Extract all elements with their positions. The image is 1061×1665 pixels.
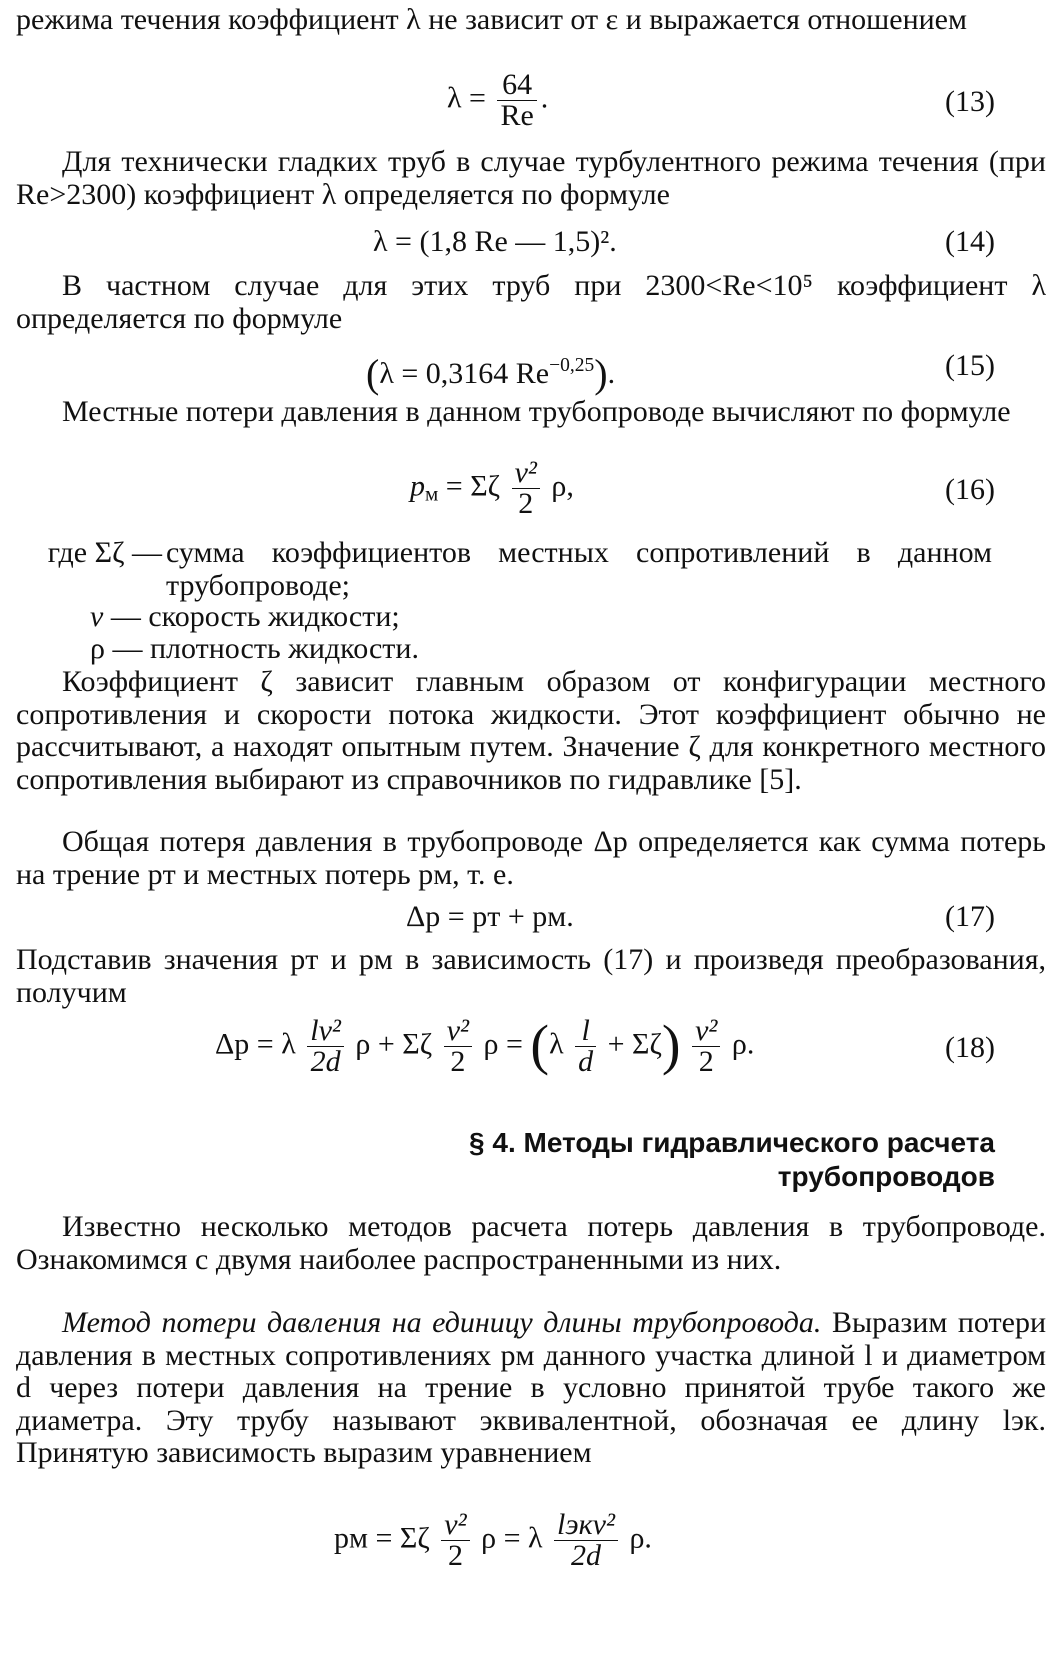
paragraph-coefficient bbox=[16, 666, 1046, 796]
equation-18 bbox=[215, 1016, 754, 1077]
definition-text-2: плотность жидкости. bbox=[149, 632, 419, 665]
eq18-f2-denominator: 2 bbox=[450, 1045, 466, 1078]
equation-number-15: (15) bbox=[945, 349, 995, 382]
eq13-numerator: 64 bbox=[497, 70, 536, 101]
eq18-tail: ρ. bbox=[731, 1027, 755, 1061]
eq-last-f2-numerator: lэкv² bbox=[554, 1510, 618, 1541]
section-heading-line-2: трубопроводов bbox=[777, 1161, 995, 1192]
paragraph-method-1 bbox=[16, 1307, 1046, 1470]
eq18-fraction-3 bbox=[575, 1016, 596, 1077]
paragraph-partial-text: В частном случае для этих труб при 2300<Re<10⁵ коэффициент λ определяется по формуле bbox=[16, 269, 1046, 335]
paragraph-intro: режима течения коэффициент λ не зависит от ε и выражается отношением bbox=[16, 3, 967, 36]
eq18-fraction-4 bbox=[692, 1016, 720, 1077]
definition-density: ρ — плотность жидкости. bbox=[90, 632, 419, 665]
definition-sym-0: где Σζ bbox=[47, 536, 125, 569]
eq-last-f1-denominator: 2 bbox=[447, 1539, 463, 1572]
eq15-body: λ = 0,3164 Re bbox=[379, 357, 550, 390]
eq18-paren-close: ) bbox=[661, 1014, 681, 1077]
equation-15 bbox=[366, 350, 616, 396]
definition-sym-2: ρ bbox=[90, 632, 105, 665]
eq16-denominator: 2 bbox=[518, 487, 534, 520]
eq16-lhs-sub: м bbox=[425, 481, 439, 506]
equation-number-14: (14) bbox=[945, 225, 995, 258]
eq-last-tail: ρ. bbox=[629, 1521, 652, 1555]
paragraph-coefficient-text: Коэффициент ζ зависит главным образом от конфигурации местного сопротивления и скорости потока жидкости. Этот коэффициент обычно не рассчитывают, а находят опытным путем. Значение ζ для конкретного местного сопротивления выбирают из справочников по гидравлике [5]. bbox=[16, 665, 1046, 796]
equation-13 bbox=[447, 70, 548, 131]
definition-text-sum-zeta: сумма коэффициентов местных сопротивлений в данном трубопроводе; bbox=[166, 536, 992, 602]
equation-number-16: (16) bbox=[945, 473, 995, 506]
eq17-body: Δp = pт + pм bbox=[406, 900, 567, 933]
eq16-lhs-var: p bbox=[410, 469, 425, 503]
paragraph-local-losses bbox=[16, 396, 1046, 429]
eq17-tail: . bbox=[566, 900, 574, 933]
eq13-tail: . bbox=[540, 81, 549, 115]
eq-last-f1-numerator: v² bbox=[441, 1510, 469, 1541]
eq-last-fraction-2 bbox=[554, 1510, 618, 1571]
paren-close: ) bbox=[594, 351, 608, 396]
definition-velocity: v — скорость жидкости; bbox=[90, 600, 400, 633]
eq-last-lhs: pм = Σζ bbox=[334, 1521, 430, 1555]
equation-equivalent-length bbox=[334, 1510, 652, 1571]
paragraph-total-text: Общая потеря давления в трубопроводе Δp определяется как сумма потерь на трение pт и местных потерь pм, т. е. bbox=[16, 825, 1046, 891]
paragraph-total-loss bbox=[16, 826, 1046, 891]
definition-text-1: скорость жидкости; bbox=[148, 600, 400, 633]
equation-16 bbox=[410, 458, 574, 519]
eq15-tail: . bbox=[607, 357, 616, 390]
eq13-denominator: Re bbox=[500, 99, 534, 132]
eq18-f3-denominator: d bbox=[578, 1045, 594, 1078]
definition-sym-1: v bbox=[90, 600, 104, 633]
eq14-tail: . bbox=[609, 225, 617, 258]
eq18-f4-numerator: v² bbox=[692, 1016, 720, 1047]
eq18-mid2: ρ = bbox=[483, 1027, 523, 1061]
eq18-f1-numerator: lv² bbox=[307, 1016, 344, 1047]
paragraph-smooth-text: Для технически гладких труб в случае турбулентного режима течения (при Re>2300) коэффициент λ определяется по формуле bbox=[16, 145, 1046, 211]
paragraph-smooth-pipes bbox=[16, 146, 1046, 211]
eq-last-fraction-1 bbox=[441, 1510, 469, 1571]
eq14-body: λ = (1,8 Re — 1,5)² bbox=[373, 225, 610, 258]
paragraph-methods bbox=[16, 1211, 1046, 1276]
paren-open: ( bbox=[366, 351, 380, 396]
equation-number-18: (18) bbox=[945, 1031, 995, 1064]
paragraph-methods-text: Известно несколько методов расчета потерь давления в трубопроводе. Ознакомимся с двумя наиболее распространенными из них. bbox=[16, 1210, 1046, 1276]
eq18-fraction-1 bbox=[307, 1016, 344, 1077]
equation-14 bbox=[373, 226, 617, 259]
eq18-inner-b: + Σζ bbox=[607, 1027, 662, 1061]
eq18-mid1: ρ + Σζ bbox=[355, 1027, 433, 1061]
method-1-title: Метод потери давления на единицу длины трубопровода. bbox=[62, 1306, 822, 1339]
section-heading-line-1: § 4. Методы гидравлического расчета bbox=[469, 1127, 995, 1158]
paragraph-local-text: Местные потери давления в данном трубопроводе вычисляют по формуле bbox=[62, 395, 1011, 428]
equation-17 bbox=[406, 901, 574, 934]
eq13-fraction bbox=[497, 70, 536, 131]
eq15-exponent: −0,25 bbox=[549, 355, 595, 376]
equation-number-17: (17) bbox=[945, 900, 995, 933]
paragraph-substitution: Подставив значения pт и pм в зависимость (17) и произведя преобразования, получим bbox=[16, 943, 1046, 1009]
eq16-tail: ρ, bbox=[551, 469, 574, 503]
eq18-f3-numerator: l bbox=[575, 1016, 596, 1047]
eq18-f1-denominator: 2d bbox=[310, 1045, 341, 1078]
eq13-lhs: λ = bbox=[447, 81, 486, 115]
eq18-f2-numerator: v² bbox=[444, 1016, 472, 1047]
eq18-f4-denominator: 2 bbox=[698, 1045, 714, 1078]
method-1-body: Выразим потери давления в местных сопротивлениях pм данного участка длиной l и диаметром d через потери давления на трение в условно принятой трубе такого же диаметра. Эту трубу называют эквивалентной, обозначая ее длину lэк. Принятую зависимость выразим уравнением bbox=[16, 1306, 1047, 1469]
eq16-mid: = Σζ bbox=[445, 469, 501, 503]
eq16-fraction bbox=[512, 458, 540, 519]
equation-number-13: (13) bbox=[945, 85, 995, 118]
eq16-numerator: v² bbox=[512, 458, 540, 489]
section-heading bbox=[469, 1126, 995, 1194]
definition-symbol-sum-zeta: где Σζ — bbox=[47, 536, 162, 569]
eq-last-mid: ρ = λ bbox=[481, 1521, 543, 1555]
eq18-paren-open: ( bbox=[530, 1014, 550, 1077]
eq18-fraction-2 bbox=[444, 1016, 472, 1077]
eq-last-f2-denominator: 2d bbox=[571, 1539, 601, 1572]
paragraph-partial-case bbox=[16, 270, 1046, 335]
eq18-inner-a: λ bbox=[549, 1027, 564, 1061]
eq18-lhs: Δp = λ bbox=[215, 1027, 296, 1061]
